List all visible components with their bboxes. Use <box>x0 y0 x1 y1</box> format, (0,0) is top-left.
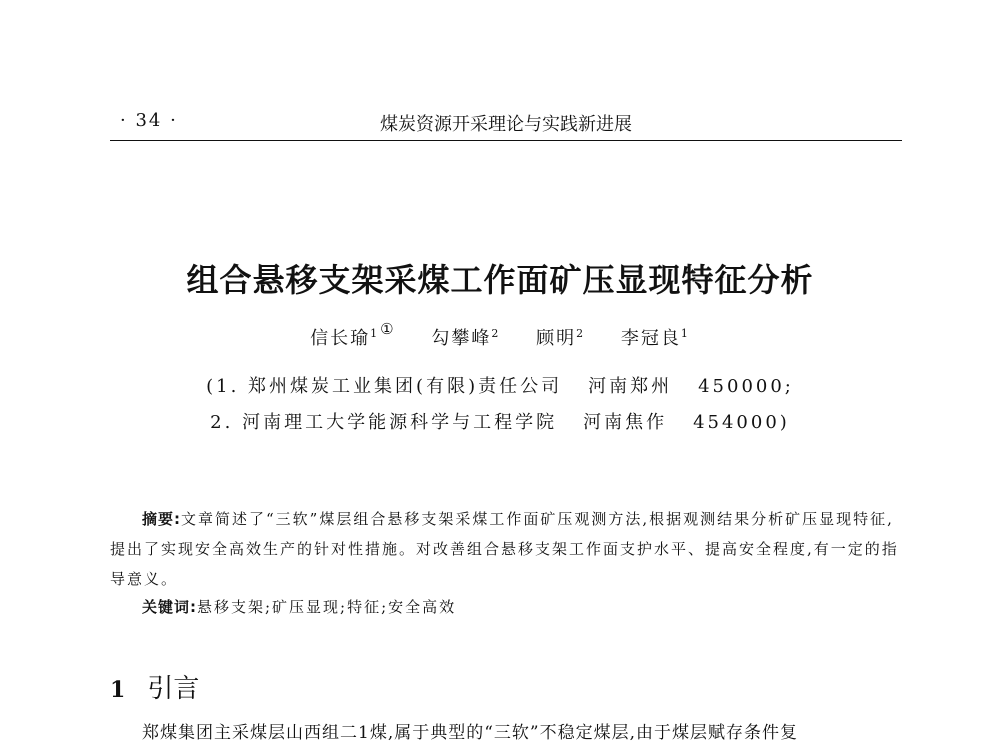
keywords <box>142 596 902 617</box>
paper-title: 组合悬移支架采煤工作面矿压显现特征分析 <box>186 261 814 299</box>
footnote-mark: ① <box>380 320 396 338</box>
author-affiliation-mark: 1 <box>370 327 380 340</box>
section-heading <box>110 668 199 705</box>
running-header-title: 煤炭资源开采理论与实践新进展 <box>380 114 632 135</box>
running-header <box>110 110 902 138</box>
author-affiliation-mark: 2 <box>491 327 501 340</box>
affiliation-postcode: 450000; <box>698 376 794 397</box>
affiliation-org: (1. 郑州煤炭工业集团(有限)责任公司 <box>206 376 563 397</box>
author-affiliation-mark: 2 <box>576 327 586 340</box>
header-divider <box>110 140 902 141</box>
author-name: 李冠良 <box>620 328 681 349</box>
author <box>621 324 690 350</box>
author-name: 信长瑜 <box>310 328 371 349</box>
affiliation-line <box>0 372 1000 398</box>
page-number: · 34 · <box>120 110 178 131</box>
affiliation-postcode: 454000) <box>693 412 790 433</box>
author <box>431 324 500 350</box>
author <box>536 324 585 350</box>
abstract <box>110 504 900 594</box>
author-list <box>0 320 1000 350</box>
author-name: 顾明 <box>536 328 577 349</box>
body-paragraph: 郑煤集团主采煤层山西组二1煤,属于典型的“三软”不稳定煤层,由于煤层赋存条件复 <box>142 723 799 743</box>
section-number: 1 <box>110 677 126 703</box>
abstract-label: 摘要: <box>142 510 181 528</box>
author <box>310 320 395 350</box>
author-name: 勾攀峰 <box>431 328 492 349</box>
abstract-text: 文章简述了“三软”煤层组合悬移支架采煤工作面矿压观测方法,根据观测结果分析矿压显现特征,提出了实现安全高效生产的针对性措施。对改善组合悬移支架工作面支护水平、提高安全程度,有一定的指导意义。 <box>110 510 899 588</box>
keywords-label: 关键词: <box>142 598 197 616</box>
affiliation-place: 河南郑州 <box>588 376 673 397</box>
affiliation-line <box>0 408 1000 434</box>
section-title: 引言 <box>147 674 200 704</box>
keywords-text: 悬移支架;矿压显现;特征;安全高效 <box>197 598 457 616</box>
affiliation-org: 2. 河南理工大学能源科学与工程学院 <box>210 412 558 433</box>
affiliation-place: 河南焦作 <box>583 412 668 433</box>
author-affiliation-mark: 1 <box>680 327 690 340</box>
